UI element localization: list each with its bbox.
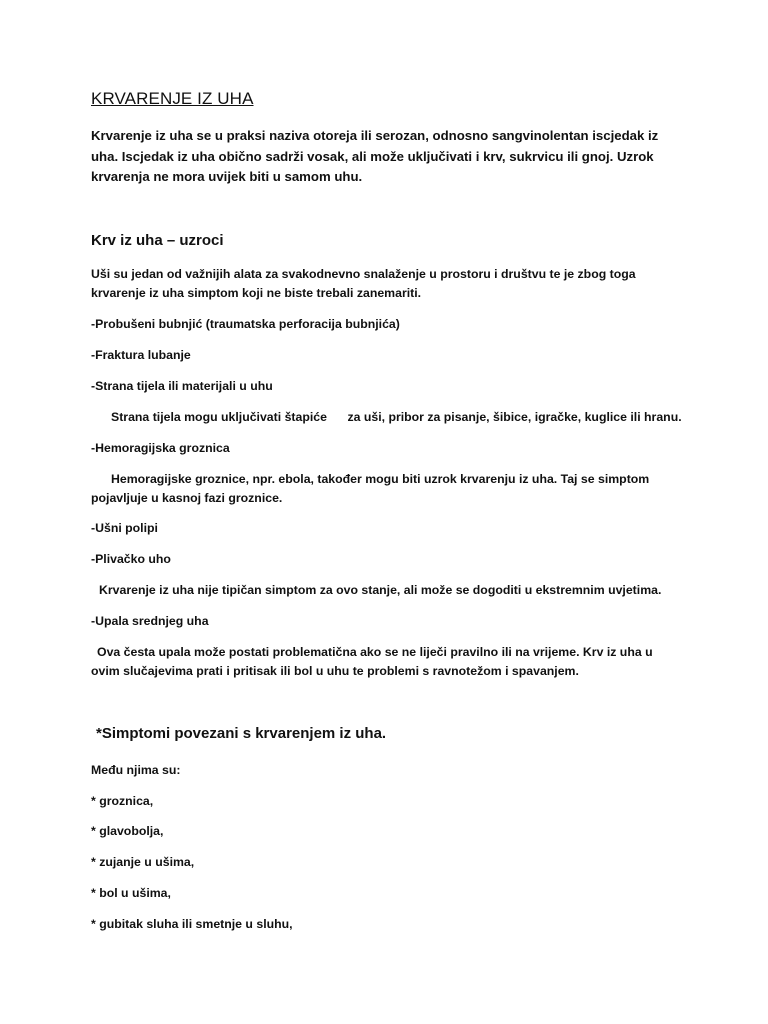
cause-note-foreign-bodies: Strana tijela mogu uključivati štapiće za uši, pribor za pisanje, šibice, igračke, kuglice ili hranu. <box>111 410 682 424</box>
symptom-item-fever: * groznica, <box>91 794 154 808</box>
intro-paragraph: Krvarenje iz uha se u praksi naziva otoreja ili serozan, odnosno sangvinolentan iscjedak iz uha. Iscjedak iz uha obično sadrži vosak, ali može uključivati i krv, sukrvicu ili gnoj. Uzrok krvarenja ne mora uvijek biti u samom uhu. <box>91 128 659 184</box>
cause-note-hemorrhagic-fever: Hemoragijske groznice, npr. ebola, također mogu biti uzrok krvarenju iz uha. Taj se simptom pojavljuje u kasnoj fazi groznice. <box>91 472 650 505</box>
symptoms-heading: *Simptomi povezani s krvarenjem iz uha. <box>96 725 387 742</box>
cause-item-middle-ear-infection: -Upala srednjeg uha <box>91 614 209 628</box>
cause-item-ear-polyps: -Ušni polipi <box>91 521 158 535</box>
symptom-item-tinnitus: * zujanje u ušima, <box>91 855 195 869</box>
symptom-item-ear-pain: * bol u ušima, <box>91 886 171 900</box>
cause-note-swimmers-ear: Krvarenje iz uha nije tipičan simptom za ovo stanje, ali može se dogoditi u ekstremnim uvjetima. <box>99 583 662 597</box>
cause-item-skull-fracture: -Fraktura lubanje <box>91 348 191 362</box>
cause-note-middle-ear-infection: Ova česta upala može postati problematična ako se ne liječi pravilno ili na vrijeme. Krv iz uha u ovim slučajevima prati i pritisak ili bol u uhu te problemi s ravnotežom i spavanjem. <box>91 645 653 678</box>
cause-item-perforated-eardrum: -Probušeni bubnjić (traumatska perforacija bubnjića) <box>91 317 400 331</box>
causes-heading: Krv iz uha – uzroci <box>91 232 224 249</box>
cause-item-swimmers-ear: -Plivačko uho <box>91 552 171 566</box>
document-title: KRVARENJE IZ UHA <box>91 89 254 108</box>
cause-item-hemorrhagic-fever: -Hemoragijska groznica <box>91 441 230 455</box>
symptoms-lead: Među njima su: <box>91 763 181 777</box>
symptom-item-headache: * glavobolja, <box>91 824 164 838</box>
causes-lead-paragraph: Uši su jedan od važnijih alata za svakodnevno snalaženje u prostoru i društvu te je zbog toga krvarenje iz uha simptom koji ne biste trebali zanemariti. <box>91 267 636 300</box>
symptom-item-hearing-loss: * gubitak sluha ili smetnje u sluhu, <box>91 917 293 931</box>
cause-item-foreign-bodies: -Strana tijela ili materijali u uhu <box>91 379 273 393</box>
